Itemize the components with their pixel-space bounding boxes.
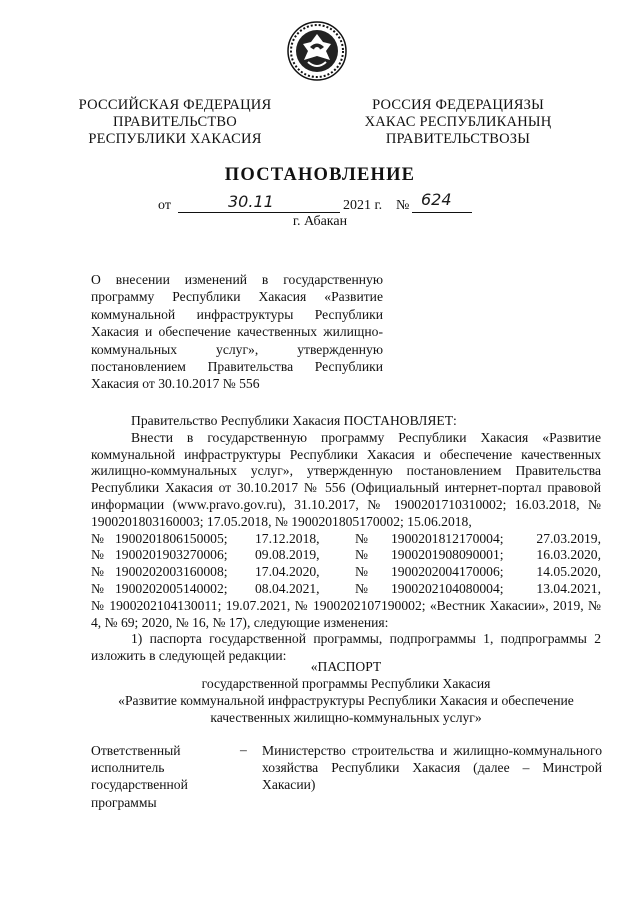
header-left-line-1: РОССИЙСКАЯ ФЕДЕРАЦИЯ: [78, 97, 272, 113]
subject-block: [91, 271, 383, 393]
reg-number: 1900202003160008;: [115, 564, 228, 580]
header-right-line-2: ХАКАС РЕСПУБЛИКАНЫҢ: [364, 114, 552, 130]
number-sign: №: [91, 530, 104, 546]
document-title: ПОСТАНОВЛЕНИЕ: [224, 165, 416, 185]
reg-number: 1900201806150005;: [115, 530, 228, 546]
header-right-line-1: РОССИЯ ФЕДЕРАЦИЯЗЫ: [372, 97, 544, 113]
number-sign: №: [91, 580, 104, 596]
table-row: [91, 581, 601, 598]
responsible-value-text: Министерство строительства и жилищно-коммунального хозяйства Республики Хакасия (далее – Минстрой Хакасии): [262, 743, 602, 793]
number-sign: №: [91, 547, 104, 563]
reg-number: 1900201903270006;: [115, 547, 228, 563]
table-row: [91, 547, 601, 564]
item-1-paragraph: 1) паспорта государственной программы, подпрограммы 1, подпрограммы 2 изложить в следующей редакции:: [91, 631, 601, 664]
number-sign: №: [355, 564, 368, 580]
reg-number: 1900202104080004;: [391, 580, 504, 596]
header-left-line-3: РЕСПУБЛИКИ ХАКАСИЯ: [88, 131, 262, 147]
header-right-line-3: ПРАВИТЕЛЬСТВОЗЫ: [385, 131, 531, 147]
body-text: [91, 413, 601, 665]
registration-numbers-table: [91, 531, 601, 598]
city: г. Абакан: [292, 214, 348, 229]
number-sign: №: [355, 530, 368, 546]
passport-program-name-2: качественных жилищно-коммунальных услуг»: [210, 710, 482, 725]
passport-program-name-1: «Развитие коммунальной инфраструктуры Республики Хакасия и обеспечение: [118, 693, 574, 708]
passport-subtitle: государственной программы Республики Хакасия: [201, 676, 491, 691]
header-left: [70, 97, 280, 148]
reg-date: 14.05.2020,: [536, 564, 601, 580]
reg-date: 17.04.2020,: [255, 564, 320, 580]
date-handwritten: 30.11: [228, 192, 274, 211]
number-sign: №: [355, 547, 368, 563]
reg-number: 1900202004170006;: [391, 564, 504, 580]
table-row: [91, 564, 601, 581]
coat-of-arms-icon: [286, 20, 348, 82]
number-sign: №: [355, 580, 368, 596]
header-right: [353, 97, 563, 148]
responsible-value: [262, 742, 602, 794]
reg-date: 17.12.2018,: [255, 530, 320, 546]
number-handwritten: 624: [421, 190, 452, 209]
number-sign: №: [91, 564, 104, 580]
intro-paragraph: Внести в государственную программу Республики Хакасия «Развитие коммунальной инфраструктуры Республики Хакасия и обеспечение качественных жилищно-коммунальных услуг», утвержденную постановлением Правительства Республики Хакасия от 30.10.2017 № 556 (Официальный интернет-портал правовой информации (www.pravo.gov.ru), 31.10.2017, № 1900201710310002; 16.03.2018, № 1900201803160003; 17.05.2018, № 1900201805170002; 15.06.2018,: [91, 429, 601, 529]
number-label: №: [396, 198, 410, 213]
resolves-line: Правительство Республики Хакасия ПОСТАНОВЛЯЕТ:: [131, 413, 457, 428]
year-label: 2021 г.: [343, 198, 383, 213]
reg-date: 16.03.2020,: [536, 547, 601, 563]
tail-paragraph: № 1900202104130011; 19.07.2021, № 1900202107190002; «Вестник Хакасии», 2019, № 4, № 69; 2020, № 16, № 17), следующие изменения:: [91, 597, 601, 630]
passport-title: «ПАСПОРТ: [310, 659, 382, 674]
reg-number: 1900201812170004;: [391, 530, 504, 546]
reg-date: 08.04.2021,: [255, 580, 320, 596]
reg-number: 1900201908090001;: [391, 547, 504, 563]
passport-heading: [91, 658, 601, 726]
reg-date: 27.03.2019,: [536, 530, 601, 546]
table-row: [91, 531, 601, 548]
reg-date: 09.08.2019,: [255, 547, 320, 563]
from-label: от: [158, 198, 171, 213]
responsible-label: Ответственный исполнитель государственной программы: [91, 743, 188, 810]
reg-date: 13.04.2021,: [536, 580, 601, 596]
reg-number: 1900202005140002;: [115, 580, 228, 596]
subject-text: О внесении изменений в государственную программу Республики Хакасия «Развитие коммунальной инфраструктуры Республики Хакасия и обеспечение качественных жилищно-коммунальных услуг», утвержденную постановлением Правительства Республики Хакасия от 30.10.2017 № 556: [91, 272, 383, 392]
header-left-line-2: ПРАВИТЕЛЬСТВО: [113, 114, 237, 130]
responsible-dash: –: [240, 742, 247, 757]
